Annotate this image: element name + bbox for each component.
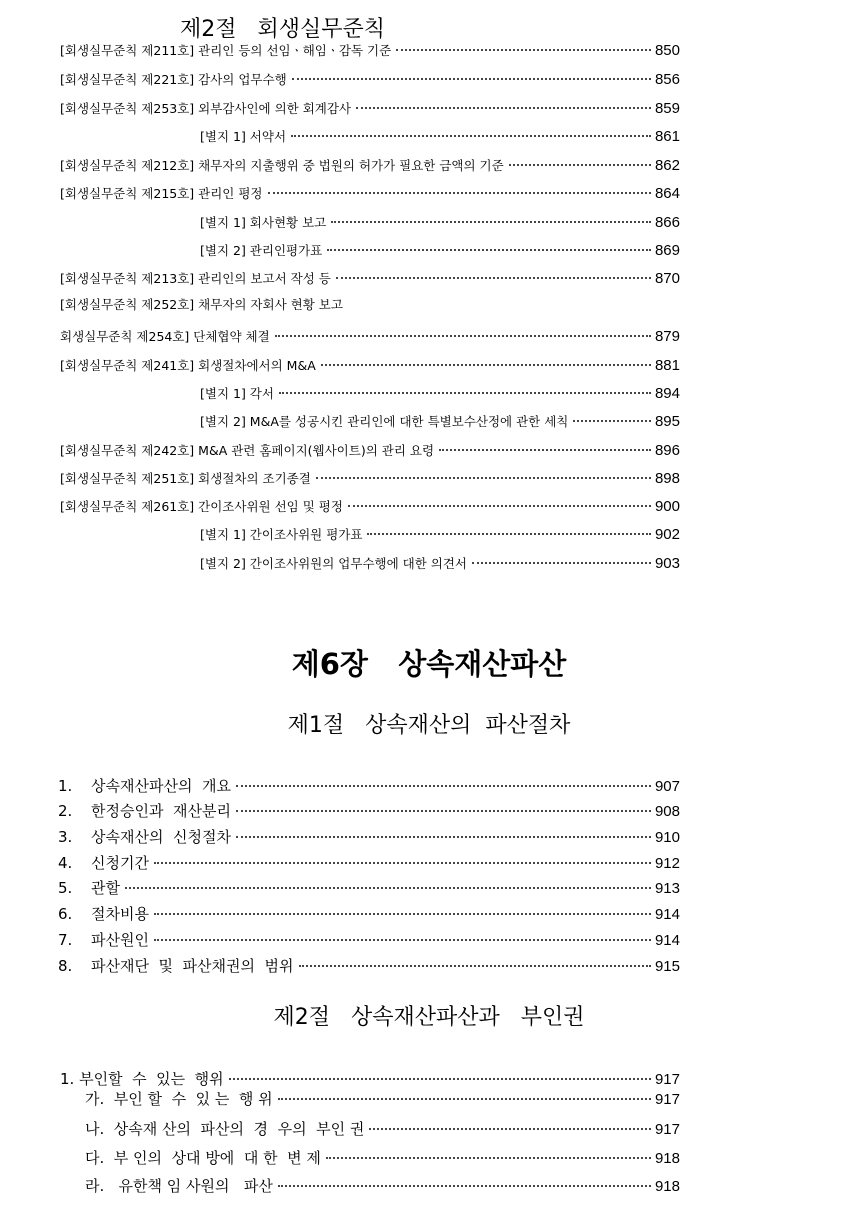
toc-entry-title: [회생실무준칙 제215호] 관리인 평정 — [60, 186, 263, 201]
toc-entry-title — [58, 800, 231, 822]
toc-entry-text: 상속재산의 신청절차 — [91, 828, 231, 846]
section2-title: 제2절 상속재산파산과 부인권 — [273, 1005, 585, 1030]
toc-entry — [60, 355, 680, 377]
toc-entry-page: 915 — [654, 958, 680, 975]
dot-leader — [573, 420, 651, 422]
toc-entry — [58, 826, 680, 848]
toc-entry — [200, 126, 680, 148]
toc-entry — [58, 852, 680, 874]
dot-leader — [278, 1185, 651, 1187]
toc-entry — [60, 1068, 680, 1090]
dot-leader — [327, 249, 651, 251]
toc-entry — [60, 468, 680, 490]
toc-entry-title — [58, 929, 149, 951]
toc-entry-title: [회생실무준칙 제213호] 관리인의 보고서 작성 등 — [60, 271, 331, 286]
toc-entry — [60, 98, 680, 120]
toc-entry-title: [회생실무준칙 제211호] 관리인 등의 선임ㆍ해임ㆍ감독 기준 — [60, 43, 392, 58]
dot-leader — [154, 862, 651, 864]
toc-entry — [60, 40, 680, 62]
toc-entry — [58, 903, 680, 925]
toc-entry-title: [회생실무준칙 제253호] 외부감사인에 의한 회계감사 — [60, 101, 352, 116]
toc-entry-title — [58, 775, 231, 797]
toc-entry-page: 898 — [654, 470, 680, 487]
toc-entry-title: 라. 유한책 임 사원의 파산 — [85, 1177, 273, 1195]
toc-entry-page: 850 — [654, 42, 680, 59]
toc-entry-title: 가. 부인 할 수 있 는 행 위 — [85, 1090, 273, 1108]
toc-entry-title: [회생실무준칙 제212호] 채무자의 지출행위 중 법원의 허가가 필요한 금액의 기준 — [60, 158, 504, 173]
toc-entry — [200, 553, 680, 575]
toc-entry-title — [58, 877, 120, 899]
toc-entry-title: 나. 상속재 산의 파산의 경 우의 부인 권 — [85, 1120, 365, 1138]
section1-title: 제1절 상속재산의 파산절차 — [287, 713, 571, 738]
toc-entry — [60, 294, 480, 316]
dot-leader — [472, 562, 651, 564]
dot-leader — [367, 533, 651, 535]
toc-entry — [200, 212, 680, 234]
toc-entry-page: 908 — [654, 803, 680, 820]
toc-entry — [58, 955, 680, 977]
toc-entry — [60, 69, 680, 91]
toc-entry-title — [58, 852, 149, 874]
toc-entry-page: 907 — [654, 778, 680, 795]
toc-entry-title: 1. 부인할 수 있는 행위 — [60, 1070, 224, 1088]
dot-leader — [278, 1098, 651, 1100]
toc-entry-page: 912 — [654, 855, 680, 872]
toc-entry-page: 870 — [654, 270, 680, 287]
toc-entry-text: 신청기간 — [91, 854, 149, 872]
toc-entry-number: 2. — [58, 802, 73, 820]
dot-leader — [348, 505, 651, 507]
dot-leader — [509, 164, 651, 166]
toc-entry — [58, 775, 680, 797]
toc-entry-number: 6. — [58, 905, 73, 923]
toc-entry-title: [별지 1] 서약서 — [200, 129, 287, 144]
toc-entry-page: 917 — [654, 1091, 680, 1108]
toc-entry-number: 7. — [58, 931, 73, 949]
toc-entry — [60, 496, 680, 518]
toc-entry-page: 917 — [654, 1121, 680, 1138]
dot-leader — [229, 1078, 651, 1080]
toc-entry-text: 파산재단 및 파산채권의 범위 — [91, 957, 294, 975]
toc-entry — [200, 411, 680, 433]
toc-entry-number: 4. — [58, 854, 73, 872]
toc-entry-page: 903 — [654, 555, 680, 572]
toc-entry — [200, 524, 680, 546]
toc-entry — [200, 383, 680, 405]
toc-entry-page: 866 — [654, 214, 680, 231]
toc-entry-page: 914 — [654, 906, 680, 923]
toc-entry-title: [회생실무준칙 제242호] M&A 관련 홈페이지(웹사이트)의 관리 요령 — [60, 443, 435, 458]
toc-entry-title: [별지 1] 각서 — [200, 386, 274, 401]
toc-entry-page: 917 — [654, 1071, 680, 1088]
dot-leader — [154, 939, 651, 941]
toc-entry-page: 913 — [654, 880, 680, 897]
dot-leader — [356, 107, 651, 109]
toc-entry-title: [회생실무준칙 제241호] 회생절차에서의 M&A — [60, 358, 316, 373]
dot-leader — [396, 49, 651, 51]
section-title: 제2절 회생실무준칙 — [180, 17, 385, 42]
toc-entry-page: 856 — [654, 71, 680, 88]
toc-entry-page: 895 — [654, 413, 680, 430]
toc-entry-text: 상속재산파산의 개요 — [91, 777, 231, 795]
toc-entry — [58, 929, 680, 951]
toc-entry-number: 8. — [58, 957, 73, 975]
toc-entry — [60, 326, 680, 348]
toc-entry-page: 864 — [654, 185, 680, 202]
dot-leader — [236, 785, 651, 787]
toc-entry-page: 918 — [654, 1150, 680, 1167]
toc-entry-title: [별지 1] 회사현황 보고 — [200, 215, 327, 230]
dot-leader — [299, 965, 651, 967]
dot-leader — [236, 836, 651, 838]
toc-entry-text: 절차비용 — [91, 905, 149, 923]
dot-leader — [275, 335, 651, 337]
dot-leader — [321, 364, 651, 366]
toc-entry — [60, 155, 680, 177]
toc-entry-title — [58, 826, 231, 848]
dot-leader — [369, 1128, 651, 1130]
toc-entry-text: 파산원인 — [91, 931, 149, 949]
toc-entry — [58, 800, 680, 822]
toc-entry-page: 896 — [654, 442, 680, 459]
toc-entry — [85, 1175, 680, 1197]
toc-entry-page: 914 — [654, 932, 680, 949]
toc-entry-page: 881 — [654, 357, 680, 374]
toc-entry-title: 회생실무준칙 제254호] 단체협약 체결 — [60, 329, 270, 344]
toc-entry-title: [별지 1] 간이조사위원 평가표 — [200, 527, 363, 542]
toc-entry — [85, 1147, 680, 1169]
chapter-title: 제6장 상속재산파산 — [291, 647, 567, 681]
toc-entry-page: 910 — [654, 829, 680, 846]
toc-entry-page: 862 — [654, 157, 680, 174]
toc-entry-page: 869 — [654, 242, 680, 259]
toc-entry-text: 관할 — [91, 879, 120, 897]
toc-entry-title — [58, 903, 149, 925]
dot-leader — [268, 192, 651, 194]
toc-entry-title: [회생실무준칙 제221호] 감사의 업무수행 — [60, 72, 287, 87]
dot-leader — [326, 1157, 651, 1159]
toc-entry-number: 5. — [58, 879, 73, 897]
dot-leader — [439, 449, 651, 451]
dot-leader — [292, 78, 651, 80]
toc-entry-number: 3. — [58, 828, 73, 846]
toc-entry — [85, 1088, 680, 1110]
toc-entry-title — [58, 955, 294, 977]
toc-entry-title: [별지 2] 간이조사위원의 업무수행에 대한 의견서 — [200, 556, 467, 571]
dot-leader — [316, 477, 651, 479]
toc-entry-page: 900 — [654, 498, 680, 515]
toc-entry — [200, 240, 680, 262]
toc-entry-text: 한정승인과 재산분리 — [91, 802, 231, 820]
dot-leader — [154, 913, 651, 915]
toc-entry-title: [회생실무준칙 제251호] 회생절차의 조기종결 — [60, 471, 311, 486]
dot-leader — [125, 887, 651, 889]
toc-entry-title: 다. 부 인의 상대 방에 대 한 변 제 — [85, 1149, 321, 1167]
toc-entry — [58, 877, 680, 899]
toc-entry-page: 918 — [654, 1178, 680, 1195]
toc-entry — [85, 1118, 680, 1140]
dot-leader — [291, 135, 651, 137]
toc-entry-title: [별지 2] 관리인평가표 — [200, 243, 323, 258]
toc-entry-page: 861 — [654, 128, 680, 145]
toc-entry — [60, 440, 680, 462]
toc-entry-title: [회생실무준칙 제261호] 간이조사위원 선임 및 평정 — [60, 499, 343, 514]
dot-leader — [336, 277, 651, 279]
toc-entry — [60, 183, 680, 205]
toc-entry-page: 879 — [654, 328, 680, 345]
toc-entry-number: 1. — [58, 777, 73, 795]
dot-leader — [279, 392, 651, 394]
toc-entry-page: 859 — [654, 100, 680, 117]
toc-entry — [60, 268, 680, 290]
toc-entry-title: [회생실무준칙 제252호] 채무자의 자회사 현황 보고 — [60, 297, 343, 312]
toc-entry-page: 894 — [654, 385, 680, 402]
toc-entry-page: 902 — [654, 526, 680, 543]
dot-leader — [331, 221, 651, 223]
dot-leader — [236, 810, 651, 812]
toc-entry-title: [별지 2] M&A를 성공시킨 관리인에 대한 특별보수산정에 관한 세칙 — [200, 414, 569, 429]
